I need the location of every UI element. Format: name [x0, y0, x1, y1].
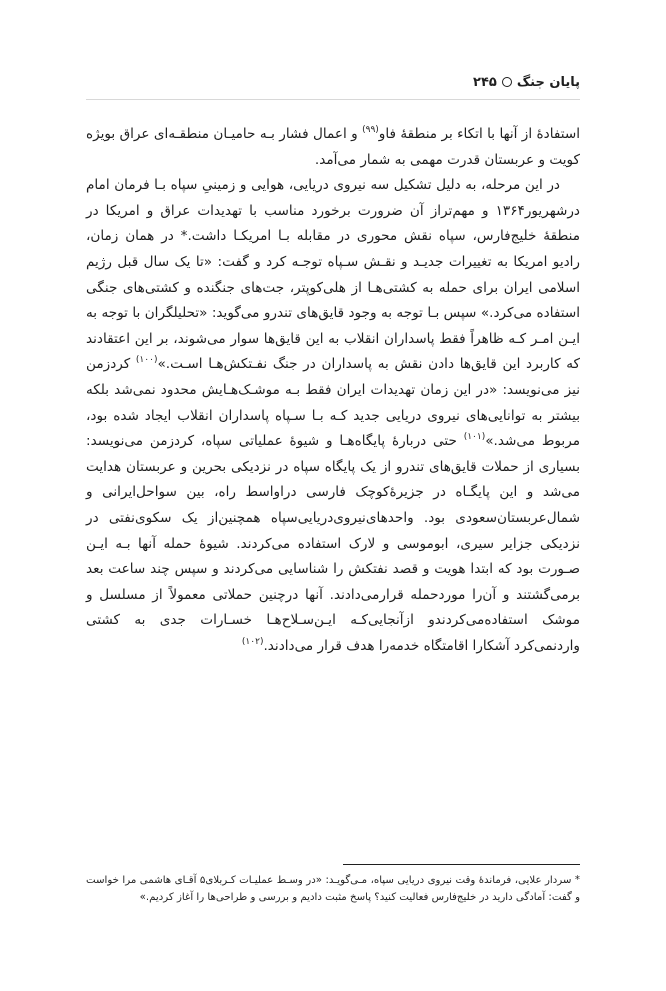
page-number: ۲۴۵ — [473, 75, 497, 90]
header-divider — [86, 99, 580, 100]
running-header-title: پایان جنگ — [516, 75, 580, 90]
citation-marker: (۹۹) — [362, 125, 379, 135]
citation-marker: (۱۰۲) — [241, 636, 264, 647]
footnote: * سردار علایی، فرماندۀ وقت نیروی دریایی سپاه، مـی‌گویـد: «در وسـط عملیـات کـربلای۵ آقـای هاشمی مرا خواست و گفت: آمادگی دارید در خلیج‌فارس فعالیت کنید؟ پاسخ مثبت دادیم و بررسی و طراحی‌ها را آغاز کردیم.» — [86, 875, 581, 903]
circle-separator-icon — [502, 77, 512, 87]
paragraph-1: استفادۀ از آنها با اتکاء بر منطقۀ فاو$^{(۹۹)}$ و اعمال فشار بـه حامیـان منطقـه‌ای عراق بویژه کویت و عربستان قدرت مهمی به شمار می‌آمد. — [86, 125, 580, 168]
citation-marker: (۱۰۰) — [135, 355, 158, 366]
running-header — [473, 74, 580, 92]
paragraph-2: در این مرحله، به دلیل تشکیل سه نیروی دریایی، هوایی و زمینیِ سپاه بـا فرمان امام درشهریور۱۳۶۴ و مهم‌تراز آن ضرورت برخورد مناسب با تهدیدات عراق و امریکا در منطقۀ خلیج‌فارس، سپاه نقش محوری در مقابله بـا امریکـا داشت.* در همان زمان، رادیو امریکا به تغییرات جدیـد و نقـش سـپاه توجـه کرد و گفت: «تا یک سال قبل رژیم اسلامی ایران برای حمله به کشتی‌هـا از هلی‌کوپتر، جت‌های جنگنده و کشتی‌های جنگی استفاده می‌کرد.» سپس بـا توجه به وجود قایق‌های تندرو می‌گوید: «تحلیلگران با توجه به ایـن امـر کـه ظاهراً فقط پاسداران انقلاب به این قایق‌ها سوار می‌شوند، بر این اعتقادند که کاربرد این قایق‌ها دادن نقش به پاسداران در جنگ نفـتکش‌هـا اسـت.»$^{(۱۰۰)}$ کردزمن نیز می‌نویسد: «در این زمان تهدیدات ایران فقط بـه موشـک‌هـایش محدود نمی‌شد بلکه بیشتر به توانایی‌های نیروی دریایی جدید کـه بـا سـپاه پاسداران انقلاب ایجاد شده بود، مربوط می‌شد.»$^{(۱۰۱)}$ حتی دربارۀ پایگاه‌هـا و شیوۀ عملیاتی سپاه، کردزمن می‌نویسد: بسیاری از حملات قایق‌های تندرو از یک پایگاه سپاه در نزدیکی بحرین و عربستان هدایت می‌شد و این پایگـاه در جزیرۀکوچک فارسی دراواسط راه، بین سواحل‌ایرانی و شمال‌عربستان‌سعودی بود. واحدهای‌نیروی‌دریایی‌سپاه همچنین‌از یک سکوی‌نفتی در نزدیکی جزایر سیری، ابوموسی و لارک استفاده می‌کردند. شیوۀ حمله آنها بـه ایـن صـورت بود که ابتدا هویت و قصد نفتکش را شناسایی می‌کردند و سپس چند ساعت بعد برمی‌گشتند و آن‌را موردحمله قرارمی‌دادند. آنها درچنین حملاتی معمولاً از مسلسل و موشک استفاده‌می‌کردندو ازآنجایی‌کـه ایـن‌سـلاح‌هـا خسـارات جدی به کشتی واردنمی‌کرد آشکارا اقامتگاه خدمه‌را هدف قرار می‌دادند.$^{(۱۰۲)}$ — [86, 177, 580, 654]
footnote-divider — [343, 864, 580, 865]
main-text — [86, 122, 580, 659]
citation-marker: (۱۰۱) — [463, 432, 486, 443]
